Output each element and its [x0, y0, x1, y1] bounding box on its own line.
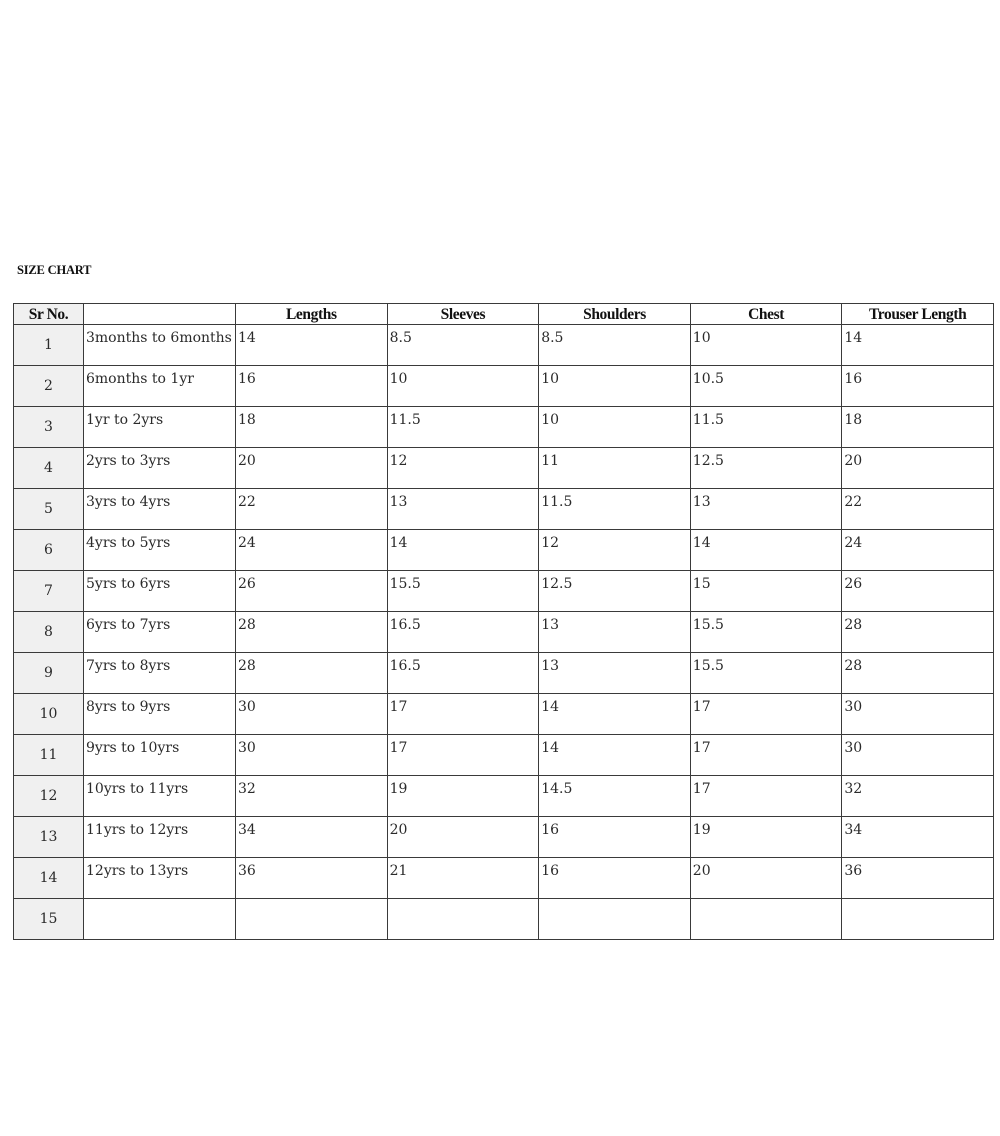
age-range-cell: 12yrs to 13yrs — [84, 858, 236, 899]
chest-cell — [690, 899, 842, 940]
table-row — [14, 448, 994, 489]
shoulders-cell: 11 — [539, 448, 691, 489]
table-header-row — [14, 304, 994, 325]
shoulders-cell: 14 — [539, 694, 691, 735]
table-row — [14, 612, 994, 653]
sleeves-cell: 16.5 — [387, 612, 539, 653]
lengths-cell: 34 — [236, 817, 388, 858]
chest-cell: 15 — [690, 571, 842, 612]
chest-cell: 17 — [690, 694, 842, 735]
trouser-length-cell: 32 — [842, 776, 994, 817]
age-range-cell: 6yrs to 7yrs — [84, 612, 236, 653]
sr-no-cell: 7 — [14, 571, 84, 612]
table-row — [14, 653, 994, 694]
sleeves-cell: 19 — [387, 776, 539, 817]
age-range-cell: 2yrs to 3yrs — [84, 448, 236, 489]
age-range-cell: 11yrs to 12yrs — [84, 817, 236, 858]
sr-no-cell: 6 — [14, 530, 84, 571]
sleeves-cell: 12 — [387, 448, 539, 489]
column-header-age — [84, 304, 236, 325]
table-row — [14, 899, 994, 940]
trouser-length-cell: 14 — [842, 325, 994, 366]
chest-cell: 14 — [690, 530, 842, 571]
lengths-cell: 18 — [236, 407, 388, 448]
lengths-cell: 20 — [236, 448, 388, 489]
sr-no-cell: 13 — [14, 817, 84, 858]
chest-cell: 13 — [690, 489, 842, 530]
age-range-cell: 9yrs to 10yrs — [84, 735, 236, 776]
sr-no-cell: 5 — [14, 489, 84, 530]
trouser-length-cell: 28 — [842, 612, 994, 653]
chest-cell: 12.5 — [690, 448, 842, 489]
chest-cell: 17 — [690, 735, 842, 776]
sleeves-cell: 16.5 — [387, 653, 539, 694]
sr-no-cell: 15 — [14, 899, 84, 940]
trouser-length-cell: 36 — [842, 858, 994, 899]
chest-cell: 10.5 — [690, 366, 842, 407]
lengths-cell: 30 — [236, 735, 388, 776]
age-range-cell: 5yrs to 6yrs — [84, 571, 236, 612]
trouser-length-cell: 22 — [842, 489, 994, 530]
sleeves-cell: 20 — [387, 817, 539, 858]
table-row — [14, 817, 994, 858]
age-range-cell: 4yrs to 5yrs — [84, 530, 236, 571]
trouser-length-cell: 34 — [842, 817, 994, 858]
chest-cell: 19 — [690, 817, 842, 858]
column-header-trouser-length: Trouser Length — [842, 304, 994, 325]
lengths-cell: 32 — [236, 776, 388, 817]
sleeves-cell: 8.5 — [387, 325, 539, 366]
table-row — [14, 694, 994, 735]
shoulders-cell: 16 — [539, 817, 691, 858]
table-row — [14, 530, 994, 571]
trouser-length-cell: 28 — [842, 653, 994, 694]
shoulders-cell: 10 — [539, 366, 691, 407]
chest-cell: 17 — [690, 776, 842, 817]
column-header-lengths: Lengths — [236, 304, 388, 325]
chest-cell: 15.5 — [690, 653, 842, 694]
table-row — [14, 489, 994, 530]
sr-no-cell: 14 — [14, 858, 84, 899]
table-row — [14, 571, 994, 612]
sr-no-cell: 11 — [14, 735, 84, 776]
shoulders-cell: 11.5 — [539, 489, 691, 530]
shoulders-cell — [539, 899, 691, 940]
age-range-cell: 8yrs to 9yrs — [84, 694, 236, 735]
sleeves-cell — [387, 899, 539, 940]
table-row — [14, 735, 994, 776]
sr-no-cell: 4 — [14, 448, 84, 489]
lengths-cell: 22 — [236, 489, 388, 530]
table-row — [14, 858, 994, 899]
trouser-length-cell: 30 — [842, 694, 994, 735]
lengths-cell: 24 — [236, 530, 388, 571]
size-chart-table — [13, 303, 994, 940]
lengths-cell: 30 — [236, 694, 388, 735]
table-body — [14, 325, 994, 940]
trouser-length-cell: 26 — [842, 571, 994, 612]
trouser-length-cell: 24 — [842, 530, 994, 571]
trouser-length-cell: 20 — [842, 448, 994, 489]
sleeves-cell: 17 — [387, 735, 539, 776]
lengths-cell: 26 — [236, 571, 388, 612]
table-row — [14, 366, 994, 407]
age-range-cell: 3yrs to 4yrs — [84, 489, 236, 530]
sr-no-cell: 3 — [14, 407, 84, 448]
column-header-sr-no: Sr No. — [14, 304, 84, 325]
table-row — [14, 776, 994, 817]
shoulders-cell: 14 — [539, 735, 691, 776]
column-header-sleeves: Sleeves — [387, 304, 539, 325]
sleeves-cell: 11.5 — [387, 407, 539, 448]
sr-no-cell: 1 — [14, 325, 84, 366]
shoulders-cell: 16 — [539, 858, 691, 899]
trouser-length-cell: 18 — [842, 407, 994, 448]
age-range-cell: 6months to 1yr — [84, 366, 236, 407]
lengths-cell: 36 — [236, 858, 388, 899]
lengths-cell: 16 — [236, 366, 388, 407]
sr-no-cell: 2 — [14, 366, 84, 407]
sr-no-cell: 9 — [14, 653, 84, 694]
trouser-length-cell: 30 — [842, 735, 994, 776]
sleeves-cell: 13 — [387, 489, 539, 530]
column-header-shoulders: Shoulders — [539, 304, 691, 325]
age-range-cell: 1yr to 2yrs — [84, 407, 236, 448]
shoulders-cell: 10 — [539, 407, 691, 448]
sleeves-cell: 21 — [387, 858, 539, 899]
table-row — [14, 407, 994, 448]
trouser-length-cell: 16 — [842, 366, 994, 407]
chest-cell: 15.5 — [690, 612, 842, 653]
shoulders-cell: 12 — [539, 530, 691, 571]
age-range-cell — [84, 899, 236, 940]
sleeves-cell: 17 — [387, 694, 539, 735]
sleeves-cell: 14 — [387, 530, 539, 571]
lengths-cell: 28 — [236, 612, 388, 653]
age-range-cell: 10yrs to 11yrs — [84, 776, 236, 817]
table-row — [14, 325, 994, 366]
chest-cell: 10 — [690, 325, 842, 366]
sr-no-cell: 10 — [14, 694, 84, 735]
shoulders-cell: 14.5 — [539, 776, 691, 817]
shoulders-cell: 8.5 — [539, 325, 691, 366]
sr-no-cell: 8 — [14, 612, 84, 653]
sleeves-cell: 10 — [387, 366, 539, 407]
lengths-cell — [236, 899, 388, 940]
age-range-cell: 7yrs to 8yrs — [84, 653, 236, 694]
shoulders-cell: 13 — [539, 653, 691, 694]
page-title: SIZE CHART — [17, 263, 92, 277]
lengths-cell: 28 — [236, 653, 388, 694]
sleeves-cell: 15.5 — [387, 571, 539, 612]
shoulders-cell: 13 — [539, 612, 691, 653]
chest-cell: 11.5 — [690, 407, 842, 448]
trouser-length-cell — [842, 899, 994, 940]
sr-no-cell: 12 — [14, 776, 84, 817]
shoulders-cell: 12.5 — [539, 571, 691, 612]
lengths-cell: 14 — [236, 325, 388, 366]
column-header-chest: Chest — [690, 304, 842, 325]
chest-cell: 20 — [690, 858, 842, 899]
age-range-cell: 3months to 6months — [84, 325, 236, 366]
